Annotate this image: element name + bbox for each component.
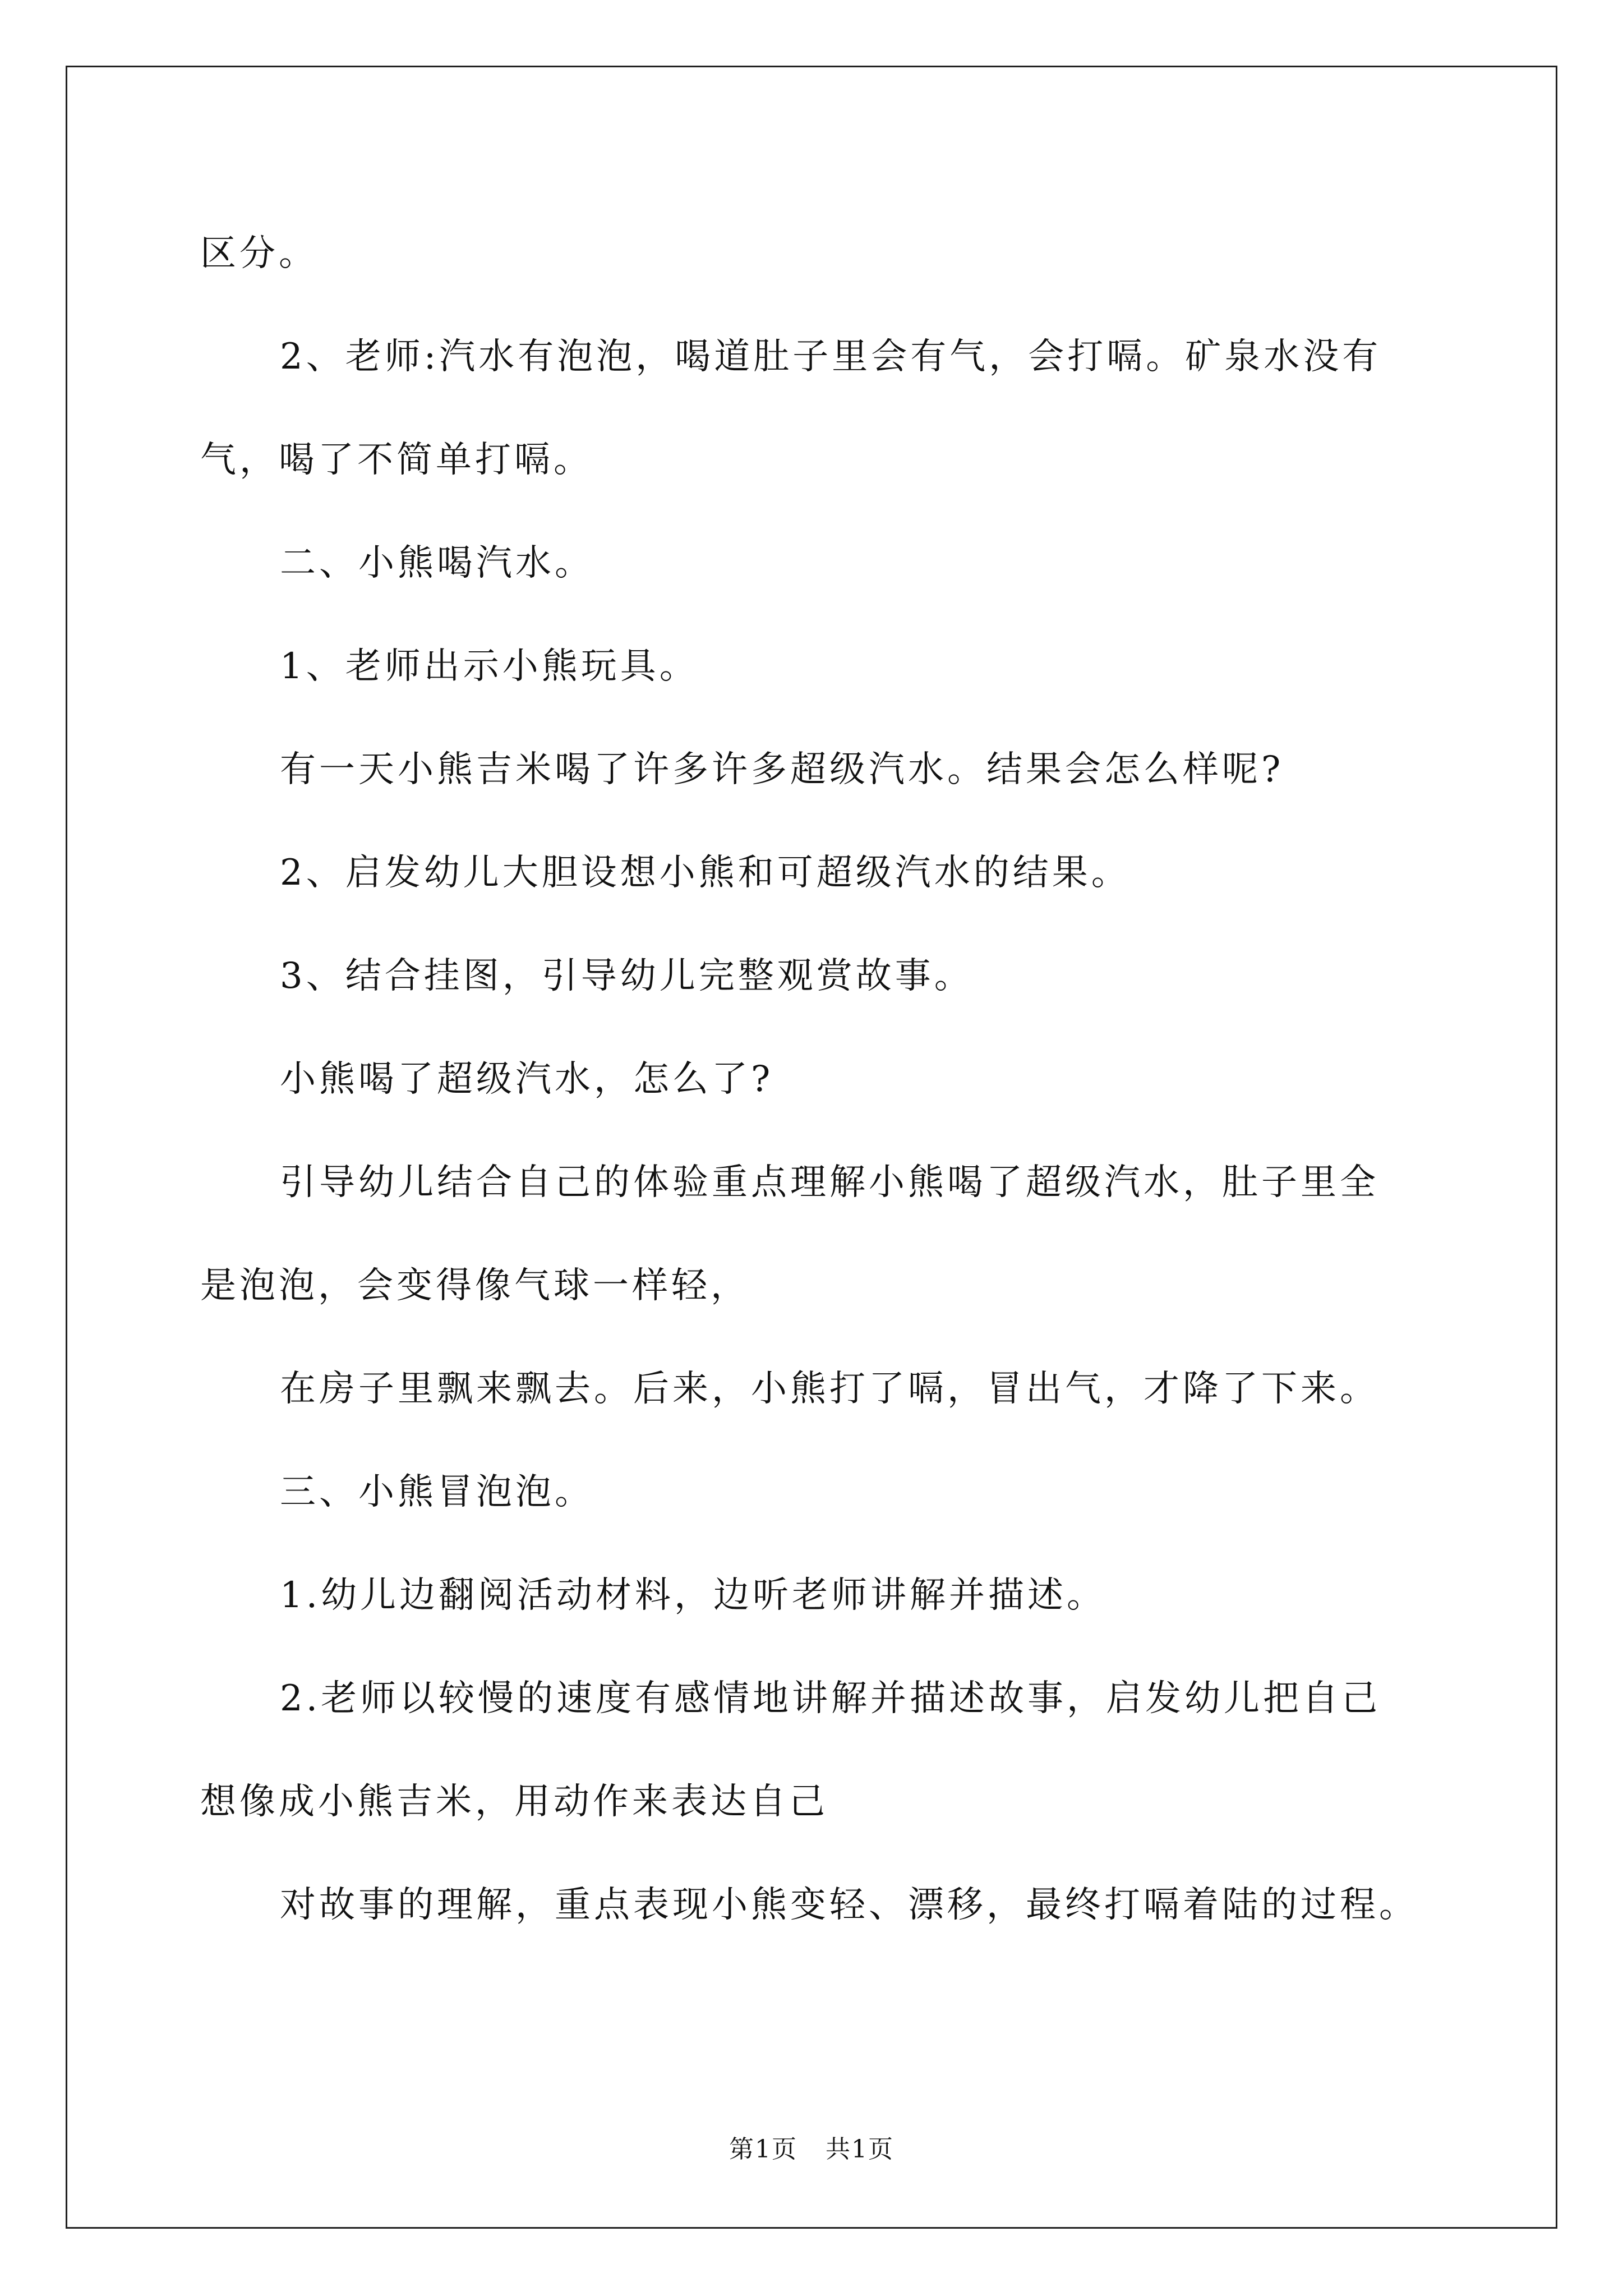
page-footer [0,2129,1623,2165]
document-body [200,202,1434,1957]
paragraph-line: 区分。 [200,233,318,274]
paragraph-line: 1、老师出示小熊玩具。 [280,646,699,687]
paragraph-line: 小熊喝了超级汽水，怎么了? [280,1059,774,1100]
paragraph-line: 2、启发幼儿大胆设想小熊和可超级汽水的结果。 [280,852,1131,894]
section-heading: 二、小熊喝汽水。 [280,542,594,584]
paragraph-line: 是泡泡，会变得像气球一样轻， [200,1265,750,1306]
paragraph-line: 2、老师:汽水有泡泡，喝道肚子里会有气，会打嗝。矿泉水没有 [280,336,1382,378]
paragraph-line: 想像成小熊吉米，用动作来表达自己 [200,1781,828,1823]
page-total: 共1页 [826,2135,894,2164]
paragraph-line: 有一天小熊吉米喝了许多许多超级汽水。结果会怎么样呢? [280,749,1284,790]
paragraph-line: 对故事的理解，重点表现小熊变轻、漂移，最终打嗝着陆的过程。 [280,1884,1418,1926]
paragraph-line: 3、结合挂图，引导幼儿完整观赏故事。 [280,955,974,997]
paragraph-line: 引导幼儿结合自己的体验重点理解小熊喝了超级汽水，肚子里全 [280,1162,1379,1203]
paragraph-line: 气，喝了不简单打嗝。 [200,439,593,481]
section-heading: 三、小熊冒泡泡。 [280,1471,594,1513]
paragraph-line: 在房子里飘来飘去。后来，小熊打了嗝，冒出气，才降了下来。 [280,1368,1379,1410]
page-number: 第1页 [729,2135,797,2164]
paragraph-line: 1.幼儿边翻阅活动材料，边听老师讲解并描述。 [280,1575,1106,1616]
paragraph-line: 2.老师以较慢的速度有感情地讲解并描述故事，启发幼儿把自己 [280,1678,1381,1719]
